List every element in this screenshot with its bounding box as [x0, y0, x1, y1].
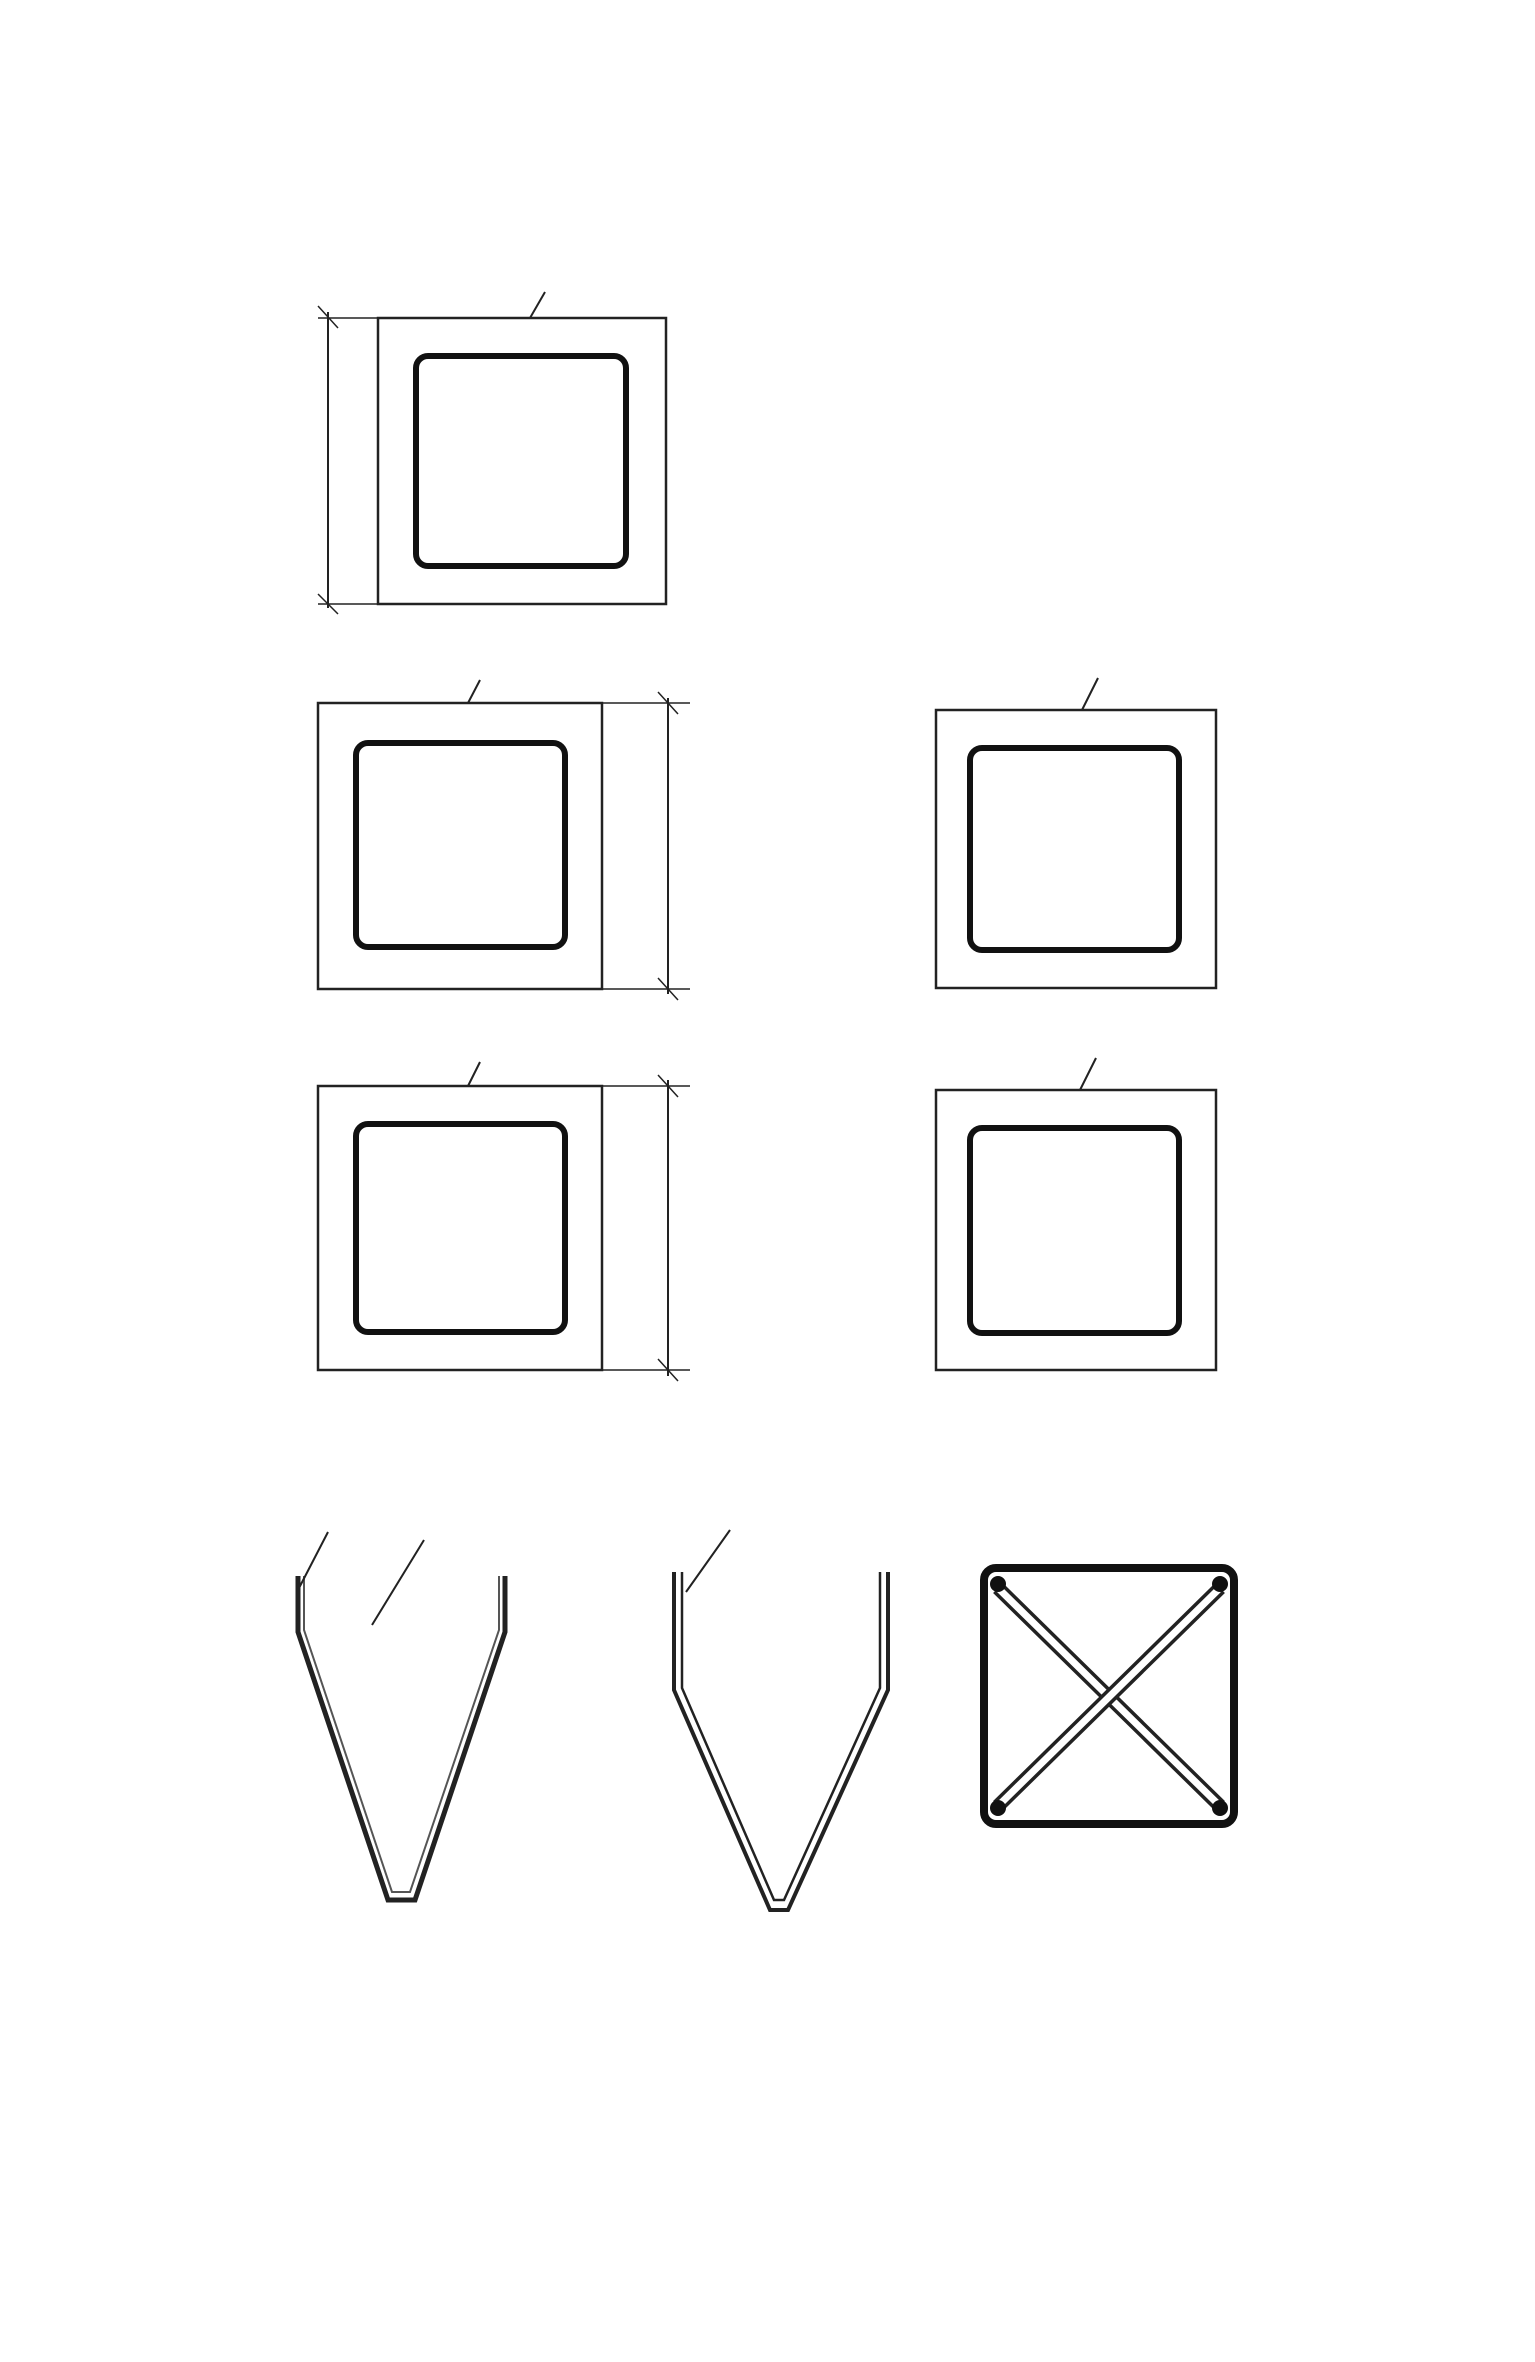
stirrup: [970, 748, 1179, 950]
dimension-line: [602, 1075, 690, 1381]
leader-line: [1080, 1058, 1096, 1090]
spiral-cage-view: [298, 1532, 505, 1900]
stirrup: [970, 1128, 1179, 1333]
leader-line: [468, 680, 480, 703]
dimension-line: [318, 306, 378, 614]
pile-section-3: [936, 678, 1216, 988]
leader-line: [298, 1532, 328, 1590]
corner-bar: [1212, 1576, 1228, 1592]
leader-line: [686, 1530, 730, 1592]
leader-line: [468, 1062, 480, 1086]
pile-section-4: [318, 1062, 690, 1381]
pile-section-1: [318, 292, 666, 614]
corner-bar: [990, 1576, 1006, 1592]
figure-4-caption: [290, 1968, 1270, 1990]
bent-bar: [298, 1576, 505, 1900]
stirrup: [416, 356, 626, 566]
stirrup: [356, 1124, 565, 1332]
leader-line: [1082, 678, 1098, 710]
leader-line: [372, 1540, 424, 1625]
leader-line: [530, 292, 545, 318]
pile-section-5: [936, 1058, 1216, 1370]
corner-bar: [990, 1800, 1006, 1816]
bent-bar-view: [674, 1530, 888, 1910]
figure-3-caption: [905, 178, 1325, 204]
corner-bar: [1212, 1800, 1228, 1816]
plan-view: [984, 1568, 1234, 1824]
stirrup: [356, 743, 565, 947]
pile-section-2: [318, 680, 690, 1000]
dimension-line: [602, 692, 690, 1000]
